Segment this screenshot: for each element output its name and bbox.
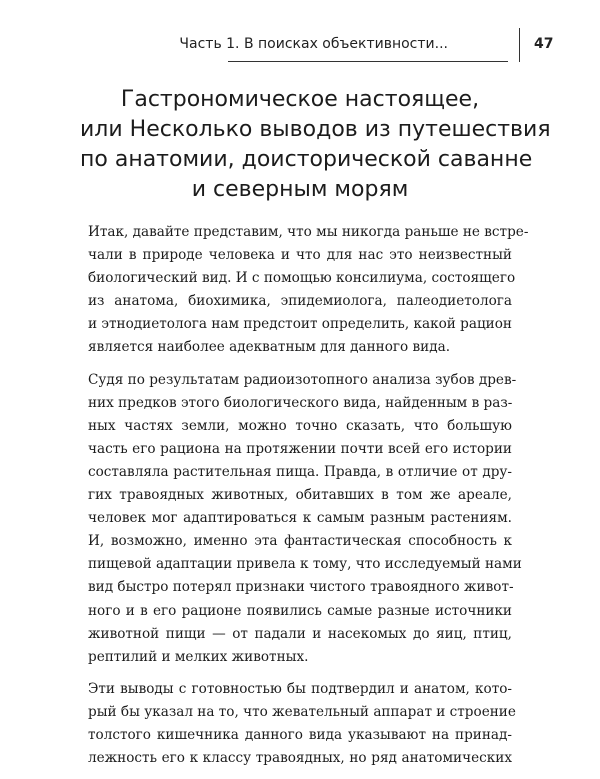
- page-number: 47: [534, 36, 554, 52]
- text-line: ных частях земли, можно точно сказать, что большую: [88, 417, 512, 434]
- text-line: гих травоядных животных, обитавших в том же ареале,: [88, 487, 512, 504]
- text-line: Судя по результатам радиоизотопного анализа зубов древ-: [88, 371, 517, 388]
- heading-line: по анатомии, доисторической саванне: [80, 147, 533, 172]
- text-line: пищевой адаптации привела к тому, что исследуемый нами: [88, 556, 522, 573]
- running-title: Часть 1. В поисках объективности...: [179, 36, 448, 52]
- header-rule: [228, 61, 508, 62]
- text-line: Эти выводы с готовностью бы подтвердил и анатом, кото-: [88, 680, 512, 697]
- body-text: [88, 221, 529, 779]
- text-line: и этнодиетолога нам предстоит определить, какой рацион: [88, 316, 512, 333]
- text-line: Итак, давайте представим, что мы никогда раньше не встре-: [88, 224, 529, 240]
- text-line: И, возможно, именно эта фантастическая способность к: [88, 533, 512, 550]
- text-line: рептилий и мелких животных.: [88, 648, 309, 665]
- text-line: человек мог адаптироваться к самым разным растениям.: [88, 510, 512, 527]
- text-line: лежность его к классу травоядных, но ряд анатомических: [88, 750, 512, 767]
- text-line: биологический вид. И с помощью консилиума, состоящего: [88, 270, 516, 287]
- heading-line: Гастрономическое настоящее,: [120, 87, 480, 112]
- header-divider: [519, 28, 520, 62]
- text-line: часть его рациона на протяжении почти всей его истории: [88, 440, 512, 457]
- text-line: ного и в его рационе появились самые разные источники: [88, 602, 512, 619]
- text-line: является наиболее адекватным для данного вида.: [88, 339, 451, 356]
- text-line: составляла растительная пища. Правда, в отличие от дру-: [88, 463, 512, 480]
- chapter-heading: [80, 85, 551, 205]
- heading-line: или Несколько выводов из путешествия: [80, 117, 551, 142]
- paragraph: [88, 221, 529, 360]
- text-line: животной пищи — от падали и насекомых до яиц, птиц,: [88, 625, 512, 642]
- text-line: толстого кишечника данного вида указывают на принад-: [88, 726, 512, 743]
- running-header: [0, 28, 600, 68]
- paragraph: [88, 678, 516, 770]
- text-line: них предков этого биологического вида, найденным в раз-: [88, 394, 513, 411]
- text-line: вид быстро потерял признаки чистого травоядного живот-: [88, 579, 514, 596]
- text-line: чали в природе человека и что для нас это неизвестный: [88, 247, 512, 264]
- text-line: рый бы указал на то, что жевательный аппарат и строение: [88, 703, 516, 720]
- text-line: из анатома, биохимика, эпидемиолога, палеодиетолога: [88, 293, 512, 310]
- paragraph: [88, 369, 522, 669]
- heading-line: и северным морям: [191, 177, 409, 202]
